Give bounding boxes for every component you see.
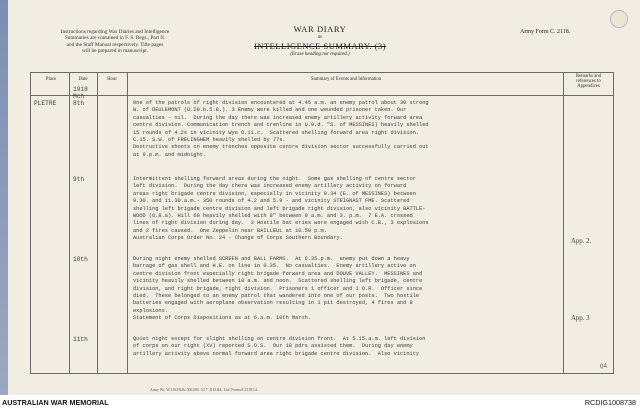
entry-10th: During night enemy shelled SCREEN and BALL FARMS. At 6.35.p.m. enemy put down a heavy barrage of gas shell and H.E. on line in 0.35. No casualties. Enemy artillery active on centre division front especially right brigade forward area and DOUVE VALLEY. MESSINES and vicinity heavily shelled between 10 a.m. and noon. Scattered shelling left brigade, centre division, and right brigade, right division. Prisoners 1 officer and 1 O.R. Officer since died. These belonged to an enemy patrol that wandered into one of our posts. Two hostile batteries engaged with aeroplane observation resulting in 1 pit destroyed, 4 fires and 8 explosions. Statement of Corps Dispositions as at 6.a.m. 10th March. [133, 256, 423, 322]
date-cell-9th: 9th [73, 176, 85, 183]
form-title-block [220, 24, 420, 57]
instructions-line: Instructions regarding War Diaries and Intelligence [60, 29, 170, 35]
place-cell: PLETRE [34, 100, 57, 107]
instructions-line: and the Staff Manual respectively. Title pages [66, 41, 164, 48]
instructions-line: Summaries are contained in F. S. Regs., Part II. [64, 35, 166, 42]
archive-credit: AUSTRALIAN WAR MEMORIAL [2, 398, 109, 407]
entry-11th: Quiet night except for slight shelling on centre division front. At 5.15.a.m. left division of corps on our right (XV) reported S.O.S. Our 18 pdrs assisted them. During day enemy artillery activity above normal forward area right brigade centre division. Also vicinity [133, 336, 426, 357]
column-divider [97, 73, 98, 373]
instructions-line: will be prepared in manuscript. [81, 47, 149, 54]
title-war-diary: WAR DIARY [293, 24, 347, 34]
date-year: 1918 [73, 86, 88, 93]
appendix-ref-3: App. 3 [571, 315, 590, 322]
form-number: Army Form C. 2118. [520, 29, 571, 35]
page-mark: 04 [599, 361, 608, 371]
diary-table [30, 72, 614, 374]
title-intelligence-summary: INTELLIGENCE SUMMARY. (3) [253, 41, 387, 51]
paper-hole [610, 10, 628, 28]
column-divider [127, 73, 128, 373]
date-day: 8th [73, 100, 85, 107]
date-cell-11th: 11th [73, 336, 88, 343]
column-header-summary: Summary of Events and Information [310, 77, 382, 82]
archive-reference: RCDIG1008738 [584, 398, 636, 407]
entry-8th: One of the patrols of right division encountered at 4.45 a.m. an enemy patrol about 30 strong W. of DEULEMONT (U.29.b.5.8.). 3 Enemy were killed and one wounded prisoner taken. Our casualties - nil. During the day there was increased enemy artillery activity forward area centre division. Communication trench and trenline in U.9.d. "S. of MESSINES) heavily shelled 15 rounds of 4.2s in vicinity Wye O.11.c. Scattered shelling forward area right division. C.15. S.W. of FRELINGHEM heavily shelled by 77s. Destructive shoots on enemy trenches opposite centre division sector successfully carried out at 9.p.m. and midnight. [133, 100, 429, 158]
date-cell-8th [73, 86, 88, 107]
printer-note: Army Wt. W.3163/826. 500,000. 5/17. D.D.&L. Ltd. Forms/C2118/14. [150, 388, 258, 392]
column-header-date: Date [78, 77, 88, 82]
entry-9th: Intermittent shelling forward areas during the night. Some gas shelling of centre sector left division. During the day there was increased enemy artillery activity on forward areas right brigade centre division, especially in vicinity 0.34 (E. of MESSINES) between 9.30. and 11.30.a.m.- 350 rounds of 4.2 and 5.9 - and vicinity STEIGNAST FME. Scattered shelling left brigade centre division and left brigade right division, also vicinity BATTLE- WOOD (O.8.a). Hill 60 heavily shelled with 8" between 9 a.m. and 3. p.m. 7 E.A. crossed lines of right division during day. 3 Hostile bat eries were engaged with C.B., 3 explosions and 2 fires caused. One Zeppelin near BAILLEUL at 10.50 p.m. Australian Corps Order No. 24 - Change of Corps Southern Boundary. [133, 176, 429, 242]
column-header-place: Place [45, 77, 57, 82]
date-month: Mch [73, 93, 85, 100]
appendix-ref-2: App. 2. [571, 238, 592, 245]
erase-note: (Erase heading not required.) [290, 52, 350, 57]
title-or: or [317, 35, 323, 40]
paper-edge [0, 0, 8, 395]
column-header-hour: Hour [107, 77, 117, 82]
column-divider [563, 73, 564, 373]
column-header-remarks: Remarks and references to Appendices [575, 74, 602, 89]
column-divider [69, 73, 70, 373]
instructions-block [30, 29, 200, 54]
date-cell-10th: 10th [73, 256, 88, 263]
